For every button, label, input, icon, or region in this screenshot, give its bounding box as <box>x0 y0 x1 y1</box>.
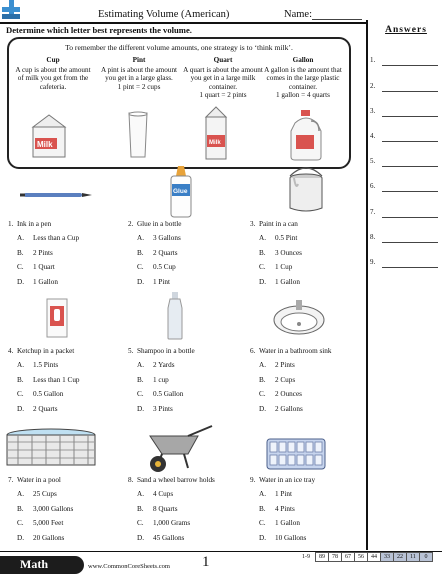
question-prompt: Water in a bathroom sink <box>258 347 332 355</box>
option-a[interactable]: A. 1 Pint <box>259 490 292 498</box>
answer-row-7[interactable] <box>370 208 442 220</box>
unit-name: Gallon <box>292 56 314 64</box>
answer-row-8[interactable] <box>370 233 442 245</box>
question-text <box>128 220 246 234</box>
option-d[interactable]: D. 45 Gallons <box>137 533 185 542</box>
ketchup-packet-icon <box>46 298 68 338</box>
question-text <box>8 347 126 361</box>
question-prompt: Shampoo in a bottle <box>136 347 195 355</box>
subject-badge <box>0 556 84 574</box>
unit-name: Pint <box>132 56 146 64</box>
option-d[interactable]: D. 2 Gallons <box>259 404 303 413</box>
unit-desc: A quart is about the amount you get in a large milk container. <box>183 65 263 91</box>
option-d[interactable]: D. 3 Pints <box>137 404 173 413</box>
worksheet-title: Estimating Volume (American) <box>98 9 230 20</box>
option-c[interactable]: C. 1 Cup <box>259 263 293 271</box>
name-line[interactable] <box>312 19 362 20</box>
site-url: www.CommonCoreSheets.com <box>88 563 170 570</box>
option-a[interactable]: A. 2 Pints <box>259 361 295 369</box>
answer-line[interactable] <box>382 91 438 92</box>
option-c[interactable]: C. 1 Gallon <box>259 519 300 527</box>
score-cell: 56 <box>354 552 368 562</box>
answer-line[interactable] <box>382 191 438 192</box>
question-2 <box>128 220 246 292</box>
answer-row-4[interactable] <box>370 132 442 144</box>
option-b[interactable]: B. 2 Quarts <box>137 248 178 257</box>
shampoo-bottle-icon <box>166 292 184 340</box>
unit-gallon <box>263 56 343 100</box>
score-scale <box>316 552 433 562</box>
question-prompt: Paint in a can <box>258 220 298 228</box>
option-b[interactable]: B. 1 cup <box>137 375 169 384</box>
answers-column <box>366 20 442 550</box>
option-d[interactable]: D. 1 Pint <box>137 277 170 286</box>
score-cell: 22 <box>393 552 407 562</box>
option-a[interactable]: A. 4 Cups <box>137 490 174 498</box>
unit-conversion: 1 pint = 2 cups <box>117 82 161 91</box>
score-cell: 89 <box>315 552 329 562</box>
question-number: 5. <box>128 347 134 355</box>
option-a[interactable]: A. Less than a Cup <box>17 234 80 242</box>
question-text <box>250 476 368 490</box>
score-range-label: 1-9 <box>302 554 310 560</box>
option-b[interactable]: B. Less than 1 Cup <box>17 375 80 384</box>
question-number: 3. <box>250 220 256 228</box>
wheelbarrow-icon <box>144 422 214 474</box>
answer-line[interactable] <box>382 141 438 142</box>
answer-row-2[interactable] <box>370 82 442 94</box>
answer-number: 4. <box>370 132 376 140</box>
option-b[interactable]: B. 8 Quarts <box>137 504 178 513</box>
instructions: Determine which letter best represents the volume. <box>6 25 192 35</box>
unit-conversion: 1 quart = 2 pints <box>199 91 247 100</box>
question-number: 4. <box>8 347 14 355</box>
ice-tray-icon <box>266 438 326 470</box>
option-c[interactable]: C. 0.5 Gallon <box>17 390 64 398</box>
option-d[interactable]: D. 1 Gallon <box>259 277 300 286</box>
glue-bottle-icon <box>168 166 194 218</box>
question-9 <box>250 476 368 548</box>
answer-number: 5. <box>370 157 376 165</box>
option-a[interactable]: A. 0.5 Pint <box>259 234 298 242</box>
question-prompt: Sand a wheel barrow holds <box>136 476 215 484</box>
question-prompt: Water in a pool <box>16 476 61 484</box>
unit-desc: A pint is about the amount you get in a large glass. <box>100 65 178 83</box>
question-text <box>128 347 246 361</box>
option-c[interactable]: C. 0.5 Gallon <box>137 390 184 398</box>
pen-icon <box>20 190 96 200</box>
answer-number: 9. <box>370 258 376 266</box>
answer-number: 8. <box>370 233 376 241</box>
question-5 <box>128 347 246 419</box>
option-b[interactable]: B. 4 Pints <box>259 504 295 513</box>
page-number: 1 <box>202 554 210 570</box>
glass-icon <box>127 111 149 159</box>
option-b[interactable]: B. 2 Cups <box>259 375 296 384</box>
question-8 <box>128 476 246 548</box>
score-cell: 0 <box>419 552 433 562</box>
answer-row-5[interactable] <box>370 157 442 169</box>
option-c[interactable]: C. 2 Ounces <box>259 390 302 398</box>
score-cell: 33 <box>380 552 394 562</box>
question-6 <box>250 347 368 419</box>
unit-name: Quart <box>213 56 233 64</box>
unit-conversion: 1 gallon = 4 quarts <box>276 91 330 100</box>
option-a[interactable]: A. 25 Cups <box>17 490 57 498</box>
question-number: 6. <box>250 347 256 355</box>
unit-desc: A gallon is the amount that comes in the large plastic container. <box>264 65 342 91</box>
question-text <box>250 220 368 234</box>
answer-number: 2. <box>370 82 376 90</box>
subject-label: Math <box>20 557 48 571</box>
option-a[interactable]: A. 3 Gallons <box>137 234 181 242</box>
question-text <box>8 476 126 490</box>
question-text <box>128 476 246 490</box>
answer-line[interactable] <box>382 166 438 167</box>
answer-line[interactable] <box>382 65 438 66</box>
milk-intro: To remember the different volume amounts, one strategy is to ‘think milk’. <box>65 43 293 52</box>
sink-icon <box>272 298 326 336</box>
glue-label: Glue <box>173 188 188 195</box>
question-prompt: Ink in a pen <box>16 220 52 228</box>
cross-logo-icon <box>2 0 20 22</box>
score-cell: 11 <box>406 552 420 562</box>
option-c[interactable]: C. 1 Quart <box>17 263 55 271</box>
question-prompt: Ketchup in a packet <box>16 347 75 355</box>
carton-milk-label: Milk <box>37 140 53 149</box>
question-number: 2. <box>128 220 134 228</box>
score-cell: 78 <box>328 552 342 562</box>
question-number: 7. <box>8 476 14 484</box>
question-3 <box>250 220 368 292</box>
option-d[interactable]: D. 10 Gallons <box>259 533 307 542</box>
option-b[interactable]: B. 2 Pints <box>17 248 53 257</box>
answer-line[interactable] <box>382 116 438 117</box>
carton-milk-label: Milk <box>209 140 221 146</box>
answer-row-1[interactable] <box>370 56 442 68</box>
question-prompt: Water in an ice tray <box>258 476 316 484</box>
unit-desc: A cup is about the amount of milk you get from the cafeteria. <box>15 65 91 91</box>
option-c[interactable]: C. 5,000 Feet <box>17 519 64 527</box>
answer-line[interactable] <box>382 267 438 268</box>
option-d[interactable]: D. 20 Gallons <box>17 533 65 542</box>
option-d[interactable]: D. 2 Quarts <box>17 404 58 413</box>
name-label: Name: <box>284 9 312 20</box>
answer-line[interactable] <box>382 217 438 218</box>
answer-row-6[interactable] <box>370 182 442 194</box>
answer-row-9[interactable] <box>370 258 442 270</box>
header-divider <box>0 22 366 24</box>
answers-heading: Answers <box>385 25 427 35</box>
option-a[interactable]: A. 1.5 Pints <box>17 361 59 369</box>
question-number: 8. <box>128 476 134 484</box>
question-text <box>8 220 126 234</box>
unit-cup <box>13 56 93 91</box>
question-4 <box>8 347 126 419</box>
milk-carton-icon <box>29 113 69 159</box>
answer-row-3[interactable] <box>370 107 442 119</box>
answer-number: 6. <box>370 182 376 190</box>
question-number: 9. <box>250 476 256 484</box>
option-c[interactable]: C. 1,000 Grams <box>137 519 191 527</box>
score-cell: 44 <box>367 552 381 562</box>
think-milk-box <box>7 37 351 169</box>
question-prompt: Glue in a bottle <box>136 220 182 228</box>
option-c[interactable]: C. 0.5 Cup <box>137 263 176 271</box>
gallon-jug-icon <box>287 109 325 161</box>
question-1 <box>8 220 126 292</box>
answer-line[interactable] <box>382 242 438 243</box>
question-7 <box>8 476 126 548</box>
score-cell: 67 <box>341 552 355 562</box>
option-d[interactable]: D. 1 Gallon <box>17 277 58 286</box>
unit-pint <box>99 56 179 91</box>
answer-number: 1. <box>370 56 376 64</box>
option-b[interactable]: B. 3,000 Gallons <box>17 504 74 513</box>
unit-name: Cup <box>46 56 60 64</box>
unit-quart <box>183 56 263 100</box>
paint-can-icon <box>286 166 326 214</box>
answer-number: 3. <box>370 107 376 115</box>
question-text <box>250 347 368 361</box>
quart-carton-icon <box>204 105 228 161</box>
option-b[interactable]: B. 3 Ounces <box>259 248 302 257</box>
answer-number: 7. <box>370 208 376 216</box>
question-number: 1. <box>8 220 14 228</box>
option-a[interactable]: A. 2 Yards <box>137 361 175 369</box>
pool-icon <box>6 428 96 472</box>
